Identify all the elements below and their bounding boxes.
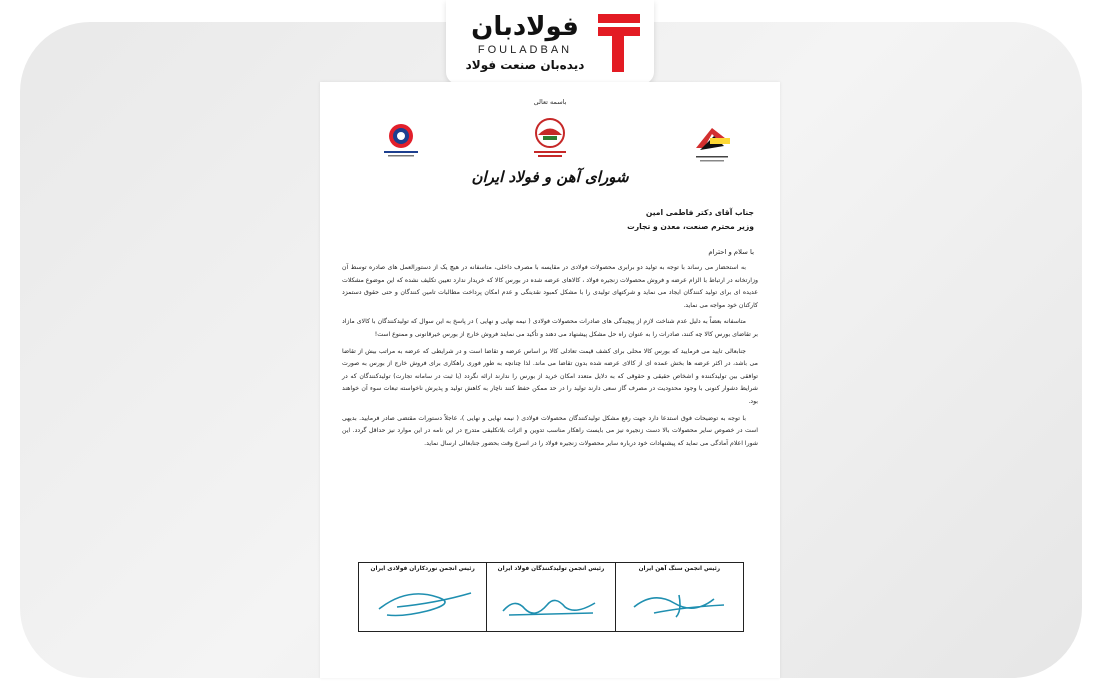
letter-body xyxy=(342,262,758,454)
paragraph: متاسفانه بعضاً به دلیل عدم شناخت لازم از پیچیدگی های صادرات محصولات فولادی ( نیمه نهایی و نهایی ) در پاسخ به این سوال که تولیدکنندگان با کالای مازاد بر تقاضای بورس کالا چه کنند، صادرات را به عنوان راه حل مشکل پیشنهاد می دهند و تأکید می نمایند فروش خارج از بورس خیرقانونی و ممنوع است! xyxy=(342,318,758,338)
brand-name-en: FOULADBAN xyxy=(477,44,573,56)
recipient-title: وزیر محترم صنعت، معدن و تجارت xyxy=(627,222,754,231)
brand-name-fa: فولادبان xyxy=(471,12,579,42)
recipient-block xyxy=(354,206,754,234)
paragraph: به استحضار می رساند با توجه به تولید دو برابری محصولات فولادی در مقایسه با مصرف داخلی، متاسفانه در هیچ یک از دستورالعمل های صادره توسط آن وزارتخانه در ارتباط با الزام عرضه و فروش محصولات زنجیره فولاد ، کالاهای عرضه شده در بورس کالا که خریدار ندارد تعیین تکلیف نشده که این موضوع مشکلات عدیده ای برای تولید کنندگان ایجاد می نماید و شرکتهای تولیدی را با مشکل کمبود نقدینگی و عدم امکان پرداخت مطالبات تامین کنندگان و حتی حقوق دستمزد کارکنان خود مواجه می نماید. xyxy=(342,264,758,309)
signature-cell xyxy=(359,563,486,631)
signature-table xyxy=(358,562,744,632)
fouladban-logo-icon xyxy=(596,12,642,74)
letter-document xyxy=(320,82,780,678)
signature-title: رئیس انجمن سنگ آهن ایران xyxy=(638,566,721,572)
handwritten-signature-icon xyxy=(495,577,605,627)
paragraph: جنابعالی تایید می فرمایید که بورس کالا محلی برای کشف قیمت تعادلی کالا بر اساس عرضه و تقاضا است و در شرایطی که عرضه به مراتب بیش از تقاضا می باشد، در اکثر عرضه ها بخش عمده ای از کالای عرضه شده بدون تقاضا می ماند. لذا چنانچه به طور فوری راهکاری برای فروش خارج از بورس به صورت توافقی بین تولیدکننده و اشخاص حقیقی و حقوقی که به دلایل متعدد امکان خرید از بورس را ندارند ارائه نگردد (با ثبت در سامانه تجارت) تولیدکنندگان که در شرایط دشوار کنونی با وجود محدودیت در مصرف گاز سعی دارند تولید را در حد ممکن حفظ کنند ناچار به کاهش تولید و پذیرش ناخواسته تبعات سوء آن خواهند بود. xyxy=(342,347,758,405)
rolling-mills-association-logo-icon xyxy=(380,120,422,160)
steel-producers-association-logo-icon xyxy=(528,116,572,160)
signature-title: رئیس انجمن تولیدکنندگان فولاد ایران xyxy=(497,566,605,572)
council-title: شورای آهن و فولاد ایران xyxy=(471,168,629,186)
paragraph: با توجه به توضیحات فوق استدعا دارد جهت رفع مشکل تولیدکنندگان محصولات فولادی ( نیمه نهایی و نهایی )، عاجلاً دستورات مقتضی صادر فرمایید. بدیهی است در خصوص سایر محصولات بالا دست زنجیره نیز می بایست راهکار مناسب تدوین و اثرات بلاتکلیفی متدرج در این نامه در این موارد نیز حداقل گردد. این شورا اعلام آمادگی می نماید که پیشنهادات خود درباره سایر محصولات زنجیره فولاد را در اسرع وقت بحضور جنابعالی ارسال نماید. xyxy=(342,414,758,447)
signature-title: رئیس انجمن نوردکاران فولادی ایران xyxy=(370,566,475,572)
greeting: با سلام و احترام xyxy=(708,248,754,256)
iron-ore-association-logo-icon xyxy=(690,120,734,164)
signature-cell xyxy=(615,563,743,631)
recipient-name: جناب آقای دکتر فاطمی امین xyxy=(645,208,754,217)
handwritten-signature-icon xyxy=(367,577,477,627)
signature-cell xyxy=(486,563,614,631)
brand-tagline: دیده‌بان صنعت فولاد xyxy=(465,58,585,72)
brand-banner[interactable] xyxy=(446,0,654,84)
handwritten-signature-icon xyxy=(624,577,734,627)
bismillah: باسمه تعالی xyxy=(533,98,567,106)
